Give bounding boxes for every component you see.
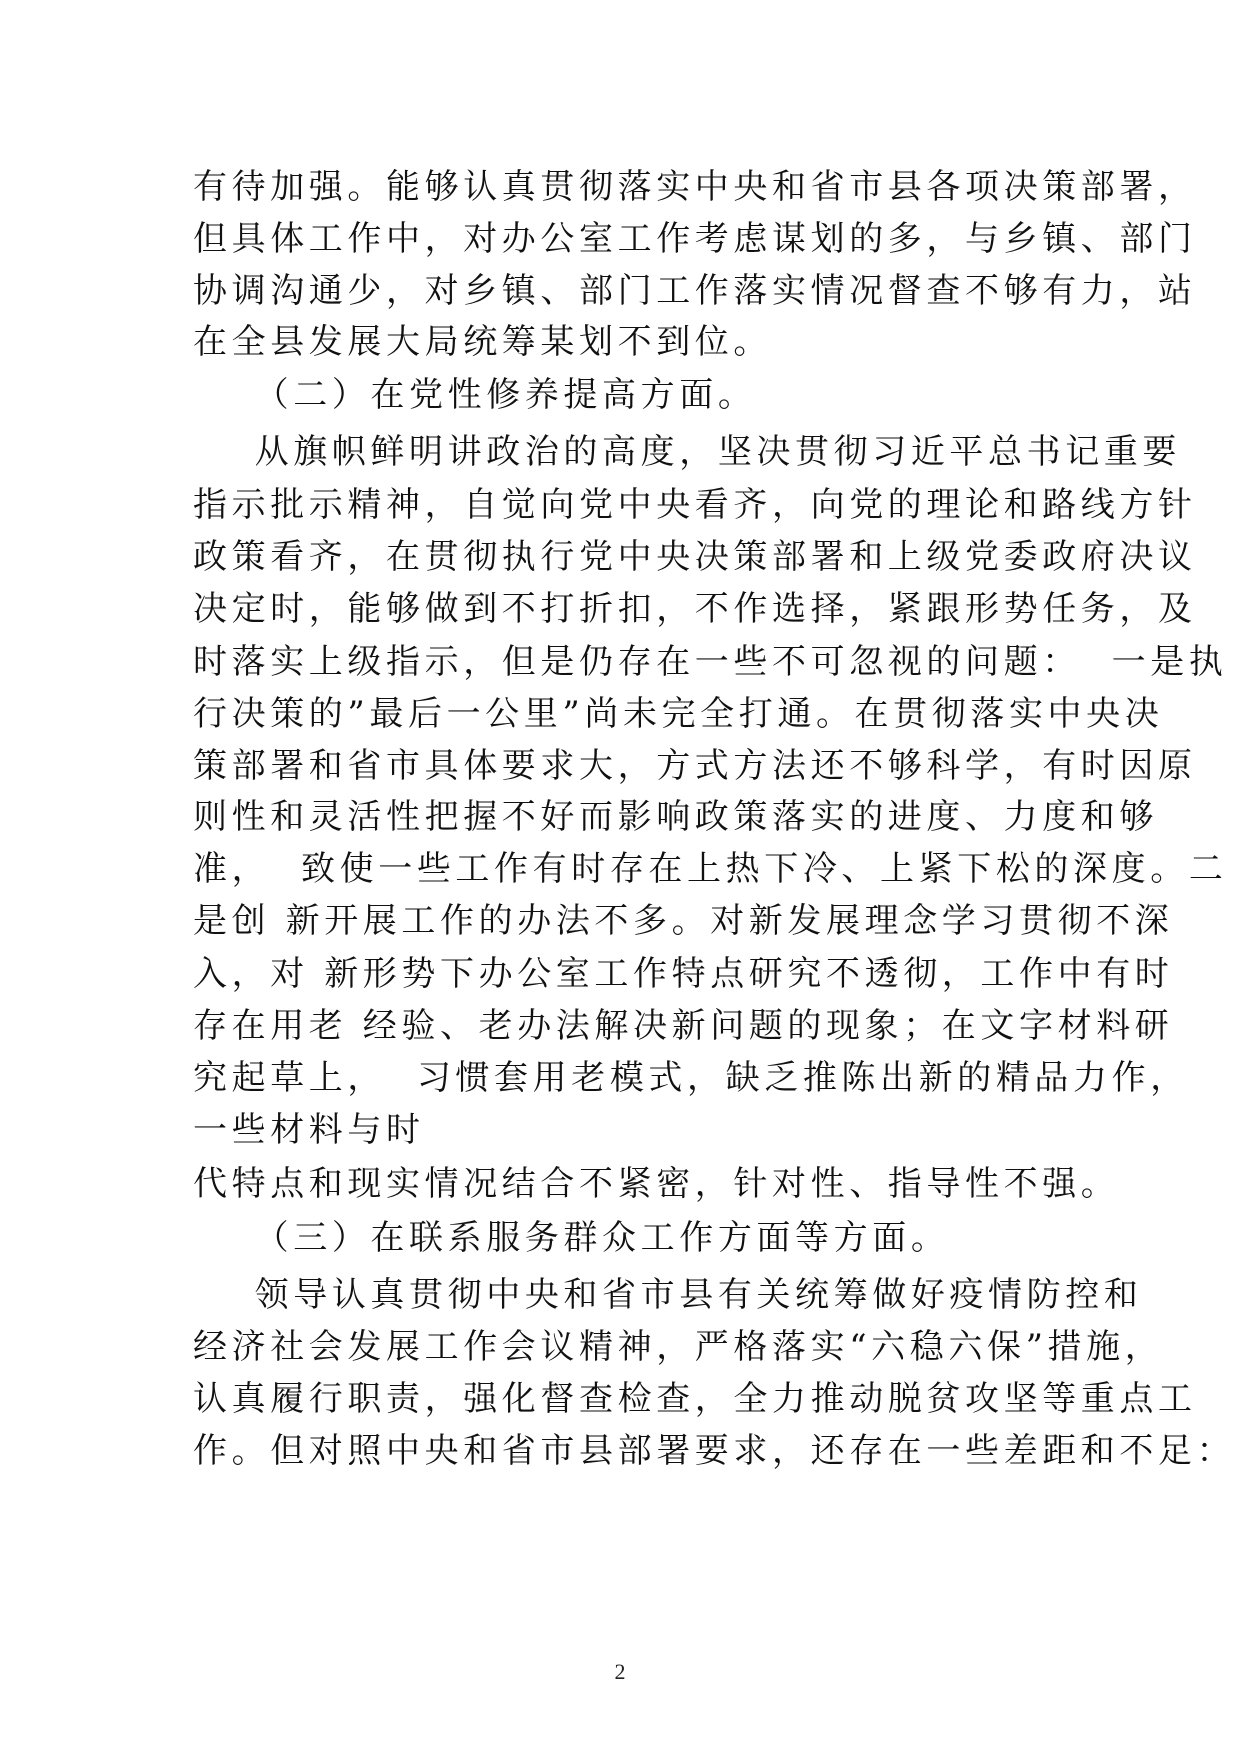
- text-line: 决定时，能够做到不打折扣，不作选择，紧跟形势任务，及: [193, 589, 1197, 629]
- text-line: 在全县发展大局统筹某划不到位。: [193, 322, 772, 362]
- text-line: 究起草上， 习惯套用老模式，缺乏推陈出新的精品力作，: [193, 1058, 1189, 1098]
- page-number: 2: [614, 1659, 626, 1684]
- text-line: 经济社会发展工作会议精神，严格落实“六稳六保”措施，: [193, 1327, 1164, 1367]
- text-line: 作。但对照中央和省市县部署要求，还存在一些差距和不足：: [193, 1431, 1236, 1471]
- text-line: 行决策的”最后一公里”尚未完全打通。在贯彻落实中央决: [193, 694, 1164, 734]
- text-line: 从旗帜鲜明讲政治的高度，坚决贯彻习近平总书记重要: [193, 432, 1182, 472]
- text-line: 协调沟通少，对乡镇、部门工作落实情况督查不够有力，站: [193, 271, 1197, 311]
- text-line: 领导认真贯彻中央和省市县有关统筹做好疫情防控和: [193, 1275, 1143, 1315]
- section-heading: （二）在党性修养提高方面。: [193, 375, 757, 415]
- text-line: 入，对 新形势下办公室工作特点研究不透彻，工作中有时: [193, 954, 1174, 994]
- section-heading: （三）在联系服务群众工作方面等方面。: [193, 1218, 950, 1258]
- text-line: 准， 致使一些工作有时存在上热下冷、上紧下松的深度。二: [193, 849, 1228, 889]
- text-line: 是创 新开展工作的办法不多。对新发展理念学习贯彻不深: [193, 901, 1174, 941]
- text-line: 认真履行职责，强化督查检查，全力推动脱贫攻坚等重点工: [193, 1379, 1197, 1419]
- text-line: 则性和灵活性把握不好而影响政策落实的进度、力度和够: [193, 797, 1158, 837]
- text-line: 指示批示精神，自觉向党中央看齐，向党的理论和路线方针: [193, 485, 1197, 525]
- text-line: 时落实上级指示，但是仍存在一些不可忽视的问题： 一是执: [193, 642, 1228, 682]
- text-line: 但具体工作中，对办公室工作考虑谋划的多，与乡镇、部门: [193, 219, 1197, 259]
- text-line: 存在用老 经验、老办法解决新问题的现象；在文字材料研: [193, 1006, 1174, 1046]
- text-line: 策部署和省市具体要求大，方式方法还不够科学，有时因原: [193, 746, 1197, 786]
- text-line: 有待加强。能够认真贯彻落实中央和省市县各项决策部署，: [193, 167, 1197, 207]
- text-line: 代特点和现实情况结合不紧密，针对性、指导性不强。: [193, 1164, 1120, 1204]
- text-line: 一些材料与时: [193, 1110, 425, 1150]
- text-line: 政策看齐，在贯彻执行党中央决策部署和上级党委政府决议: [193, 537, 1197, 577]
